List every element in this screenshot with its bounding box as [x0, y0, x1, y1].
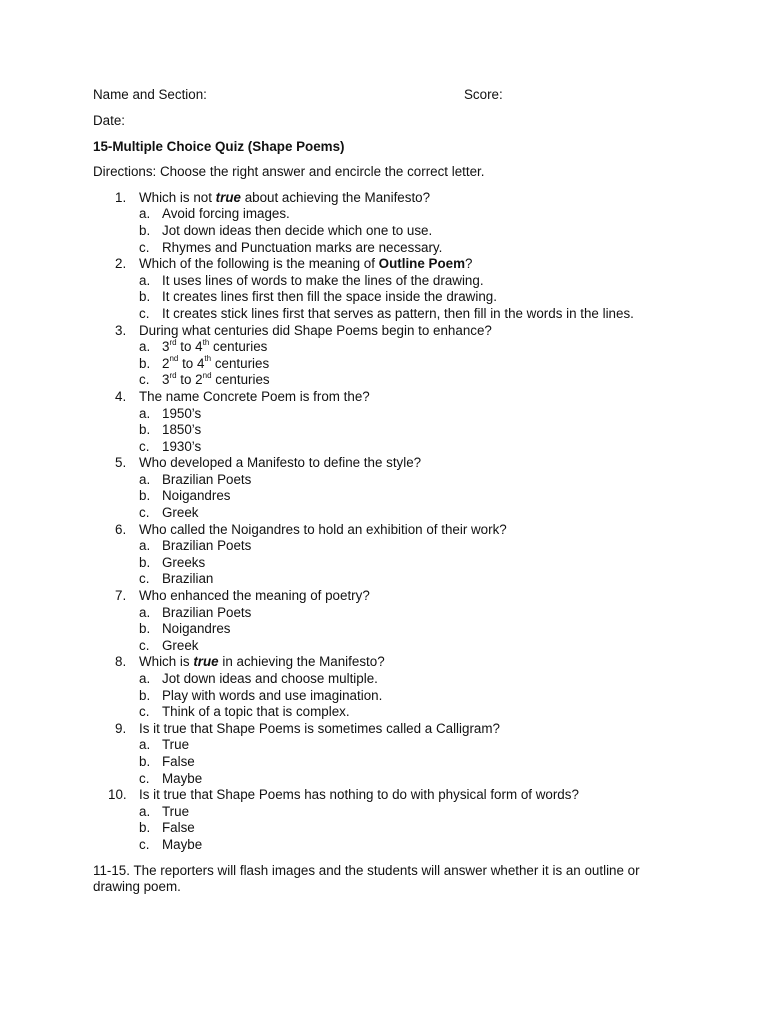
- answer-option[interactable]: [139, 356, 693, 373]
- answer-option[interactable]: [139, 704, 693, 721]
- question-number: 5.: [115, 455, 127, 471]
- answer-option[interactable]: [139, 621, 693, 638]
- answer-option[interactable]: [139, 372, 693, 389]
- option-text: It creates lines first then fill the space inside the drawing.: [162, 289, 497, 305]
- answer-option[interactable]: [139, 804, 693, 821]
- answer-option[interactable]: [139, 771, 693, 788]
- question-item: [93, 654, 693, 720]
- option-list: [139, 605, 693, 655]
- option-text: Greeks: [162, 554, 206, 570]
- option-letter: a.: [139, 671, 151, 686]
- answer-option[interactable]: [139, 538, 693, 555]
- option-list: [139, 737, 693, 787]
- option-text: True: [162, 737, 190, 753]
- option-letter: a.: [139, 471, 151, 487]
- option-letter: b.: [139, 687, 151, 703]
- answer-option[interactable]: [139, 306, 693, 323]
- question-item: [93, 522, 693, 588]
- quiz-title: 15-Multiple Choice Quiz (Shape Poems): [93, 138, 345, 154]
- option-text: Greek: [162, 505, 199, 521]
- option-letter: a.: [139, 206, 151, 222]
- option-text: Brazilian Poets: [162, 538, 252, 554]
- question-text: Is it true that Shape Poems is sometimes called a Calligram?: [139, 720, 500, 736]
- answer-option[interactable]: [139, 605, 693, 622]
- option-letter: b.: [139, 422, 151, 438]
- option-list: [139, 472, 693, 522]
- answer-option[interactable]: [139, 837, 693, 854]
- question-text: The name Concrete Poem is from the?: [139, 388, 370, 404]
- question-number: 8.: [115, 654, 127, 670]
- answer-option[interactable]: [139, 206, 693, 223]
- option-text: 1950’s: [162, 405, 202, 421]
- option-letter: a.: [139, 405, 151, 421]
- option-letter: c.: [139, 836, 150, 852]
- question-text: Who enhanced the meaning of poetry?: [139, 588, 370, 604]
- option-text: Avoid forcing images.: [162, 206, 290, 222]
- option-letter: c.: [139, 770, 150, 786]
- answer-option[interactable]: [139, 240, 693, 257]
- option-text: Rhymes and Punctuation marks are necessary.: [162, 239, 443, 255]
- answer-option[interactable]: [139, 754, 693, 771]
- option-letter: a.: [139, 803, 151, 819]
- option-text: Think of a topic that is complex.: [162, 704, 350, 720]
- option-list: [139, 406, 693, 456]
- final-note: 11-15. The reporters will flash images and the students will answer whether it is an outline or drawing poem.: [93, 862, 640, 895]
- option-letter: c.: [139, 704, 150, 720]
- option-letter: c.: [139, 505, 150, 521]
- question-keyword: Outline Poem: [378, 256, 465, 272]
- date-label: Date:: [93, 113, 126, 128]
- question-keyword: true: [215, 189, 241, 205]
- question-number: 4.: [115, 388, 127, 404]
- option-text: Play with words and use imagination.: [162, 687, 383, 703]
- question-text: Who developed a Manifesto to define the style?: [139, 455, 422, 471]
- option-list: [139, 206, 693, 256]
- answer-option[interactable]: [139, 737, 693, 754]
- answer-option[interactable]: [139, 671, 693, 688]
- option-list: [139, 671, 693, 721]
- option-text: False: [162, 820, 195, 836]
- question-text: Who called the Noigandres to hold an exhibition of their work?: [139, 521, 507, 537]
- option-list: [139, 538, 693, 588]
- question-number: 10.: [108, 787, 127, 803]
- answer-option[interactable]: [139, 422, 693, 439]
- option-letter: b.: [139, 820, 151, 836]
- option-text: 1850’s: [162, 422, 202, 438]
- option-list: [139, 804, 693, 854]
- option-text: 2nd to 4th centuries: [162, 354, 270, 371]
- directions: Directions: Choose the right answer and encircle the correct letter.: [93, 164, 485, 180]
- answer-option[interactable]: [139, 488, 693, 505]
- option-letter: c.: [139, 637, 150, 653]
- option-letter: b.: [139, 355, 151, 371]
- answer-option[interactable]: [139, 638, 693, 655]
- option-text: It uses lines of words to make the lines of the drawing.: [162, 272, 484, 288]
- question-text: Is it true that Shape Poems has nothing to do with physical form of words?: [139, 787, 579, 803]
- option-text: False: [162, 753, 195, 769]
- answer-option[interactable]: [139, 273, 693, 290]
- option-text: It creates stick lines first that serves as pattern, then fill in the words in the lines.: [162, 305, 634, 321]
- question-item: [93, 190, 693, 256]
- question-item: [93, 455, 693, 521]
- answer-option[interactable]: [139, 223, 693, 240]
- option-text: Greek: [162, 637, 199, 653]
- answer-option[interactable]: [139, 820, 693, 837]
- answer-option[interactable]: [139, 688, 693, 705]
- option-text: Noigandres: [162, 488, 231, 504]
- option-letter: b.: [139, 554, 151, 570]
- quiz-page: [93, 87, 693, 909]
- option-letter: a.: [139, 339, 151, 355]
- question-list: [93, 190, 693, 854]
- option-text: Brazilian Poets: [162, 604, 252, 620]
- question-keyword: true: [193, 654, 219, 670]
- option-letter: b.: [139, 753, 151, 769]
- question-number: 1.: [115, 189, 127, 205]
- question-item: [93, 588, 693, 654]
- option-text: Brazilian: [162, 571, 214, 587]
- option-letter: a.: [139, 538, 151, 554]
- option-text: Maybe: [162, 770, 203, 786]
- question-number: 7.: [115, 588, 127, 604]
- option-text: Maybe: [162, 836, 203, 852]
- answer-option[interactable]: [139, 289, 693, 306]
- answer-option[interactable]: [139, 339, 693, 356]
- score-label: Score:: [464, 87, 503, 102]
- question-item: [93, 721, 693, 787]
- option-text: 1930’s: [162, 438, 202, 454]
- answer-option[interactable]: [139, 555, 693, 572]
- question-item: [93, 787, 693, 853]
- option-letter: c.: [139, 438, 150, 454]
- option-letter: a.: [139, 272, 151, 288]
- question-item: [93, 256, 693, 322]
- option-letter: b.: [139, 621, 151, 637]
- question-text: During what centuries did Shape Poems begin to enhance?: [139, 322, 492, 338]
- question-item: [93, 323, 693, 389]
- question-text: Which is not true about achieving the Manifesto?: [139, 189, 431, 205]
- option-text: True: [162, 803, 190, 819]
- question-text: Which is true in achieving the Manifesto?: [139, 654, 385, 670]
- question-number: 9.: [115, 720, 127, 736]
- option-text: Brazilian Poets: [162, 471, 252, 487]
- answer-option[interactable]: [139, 472, 693, 489]
- question-number: 3.: [115, 322, 127, 338]
- answer-option[interactable]: [139, 439, 693, 456]
- option-letter: b.: [139, 289, 151, 305]
- question-number: 2.: [115, 256, 127, 272]
- option-text: 3rd to 2nd centuries: [162, 370, 270, 388]
- option-letter: a.: [139, 737, 151, 753]
- option-letter: b.: [139, 222, 151, 238]
- option-letter: a.: [139, 604, 151, 620]
- answer-option[interactable]: [139, 406, 693, 423]
- option-list: [139, 273, 693, 323]
- option-letter: c.: [139, 305, 150, 321]
- option-letter: b.: [139, 488, 151, 504]
- option-text: Jot down ideas then decide which one to use.: [162, 222, 433, 238]
- option-text: 3rd to 4th centuries: [162, 337, 268, 355]
- name-section-label: Name and Section:: [93, 87, 207, 102]
- answer-option[interactable]: [139, 571, 693, 588]
- option-letter: c.: [139, 372, 150, 388]
- question-item: [93, 389, 693, 455]
- option-letter: c.: [139, 571, 150, 587]
- option-text: Jot down ideas and choose multiple.: [162, 671, 378, 686]
- answer-option[interactable]: [139, 505, 693, 522]
- option-text: Noigandres: [162, 621, 231, 637]
- question-text: Which of the following is the meaning of Outline Poem?: [139, 256, 473, 272]
- option-list: [139, 339, 693, 389]
- question-number: 6.: [115, 521, 127, 537]
- option-letter: c.: [139, 239, 150, 255]
- header-row: [93, 87, 693, 104]
